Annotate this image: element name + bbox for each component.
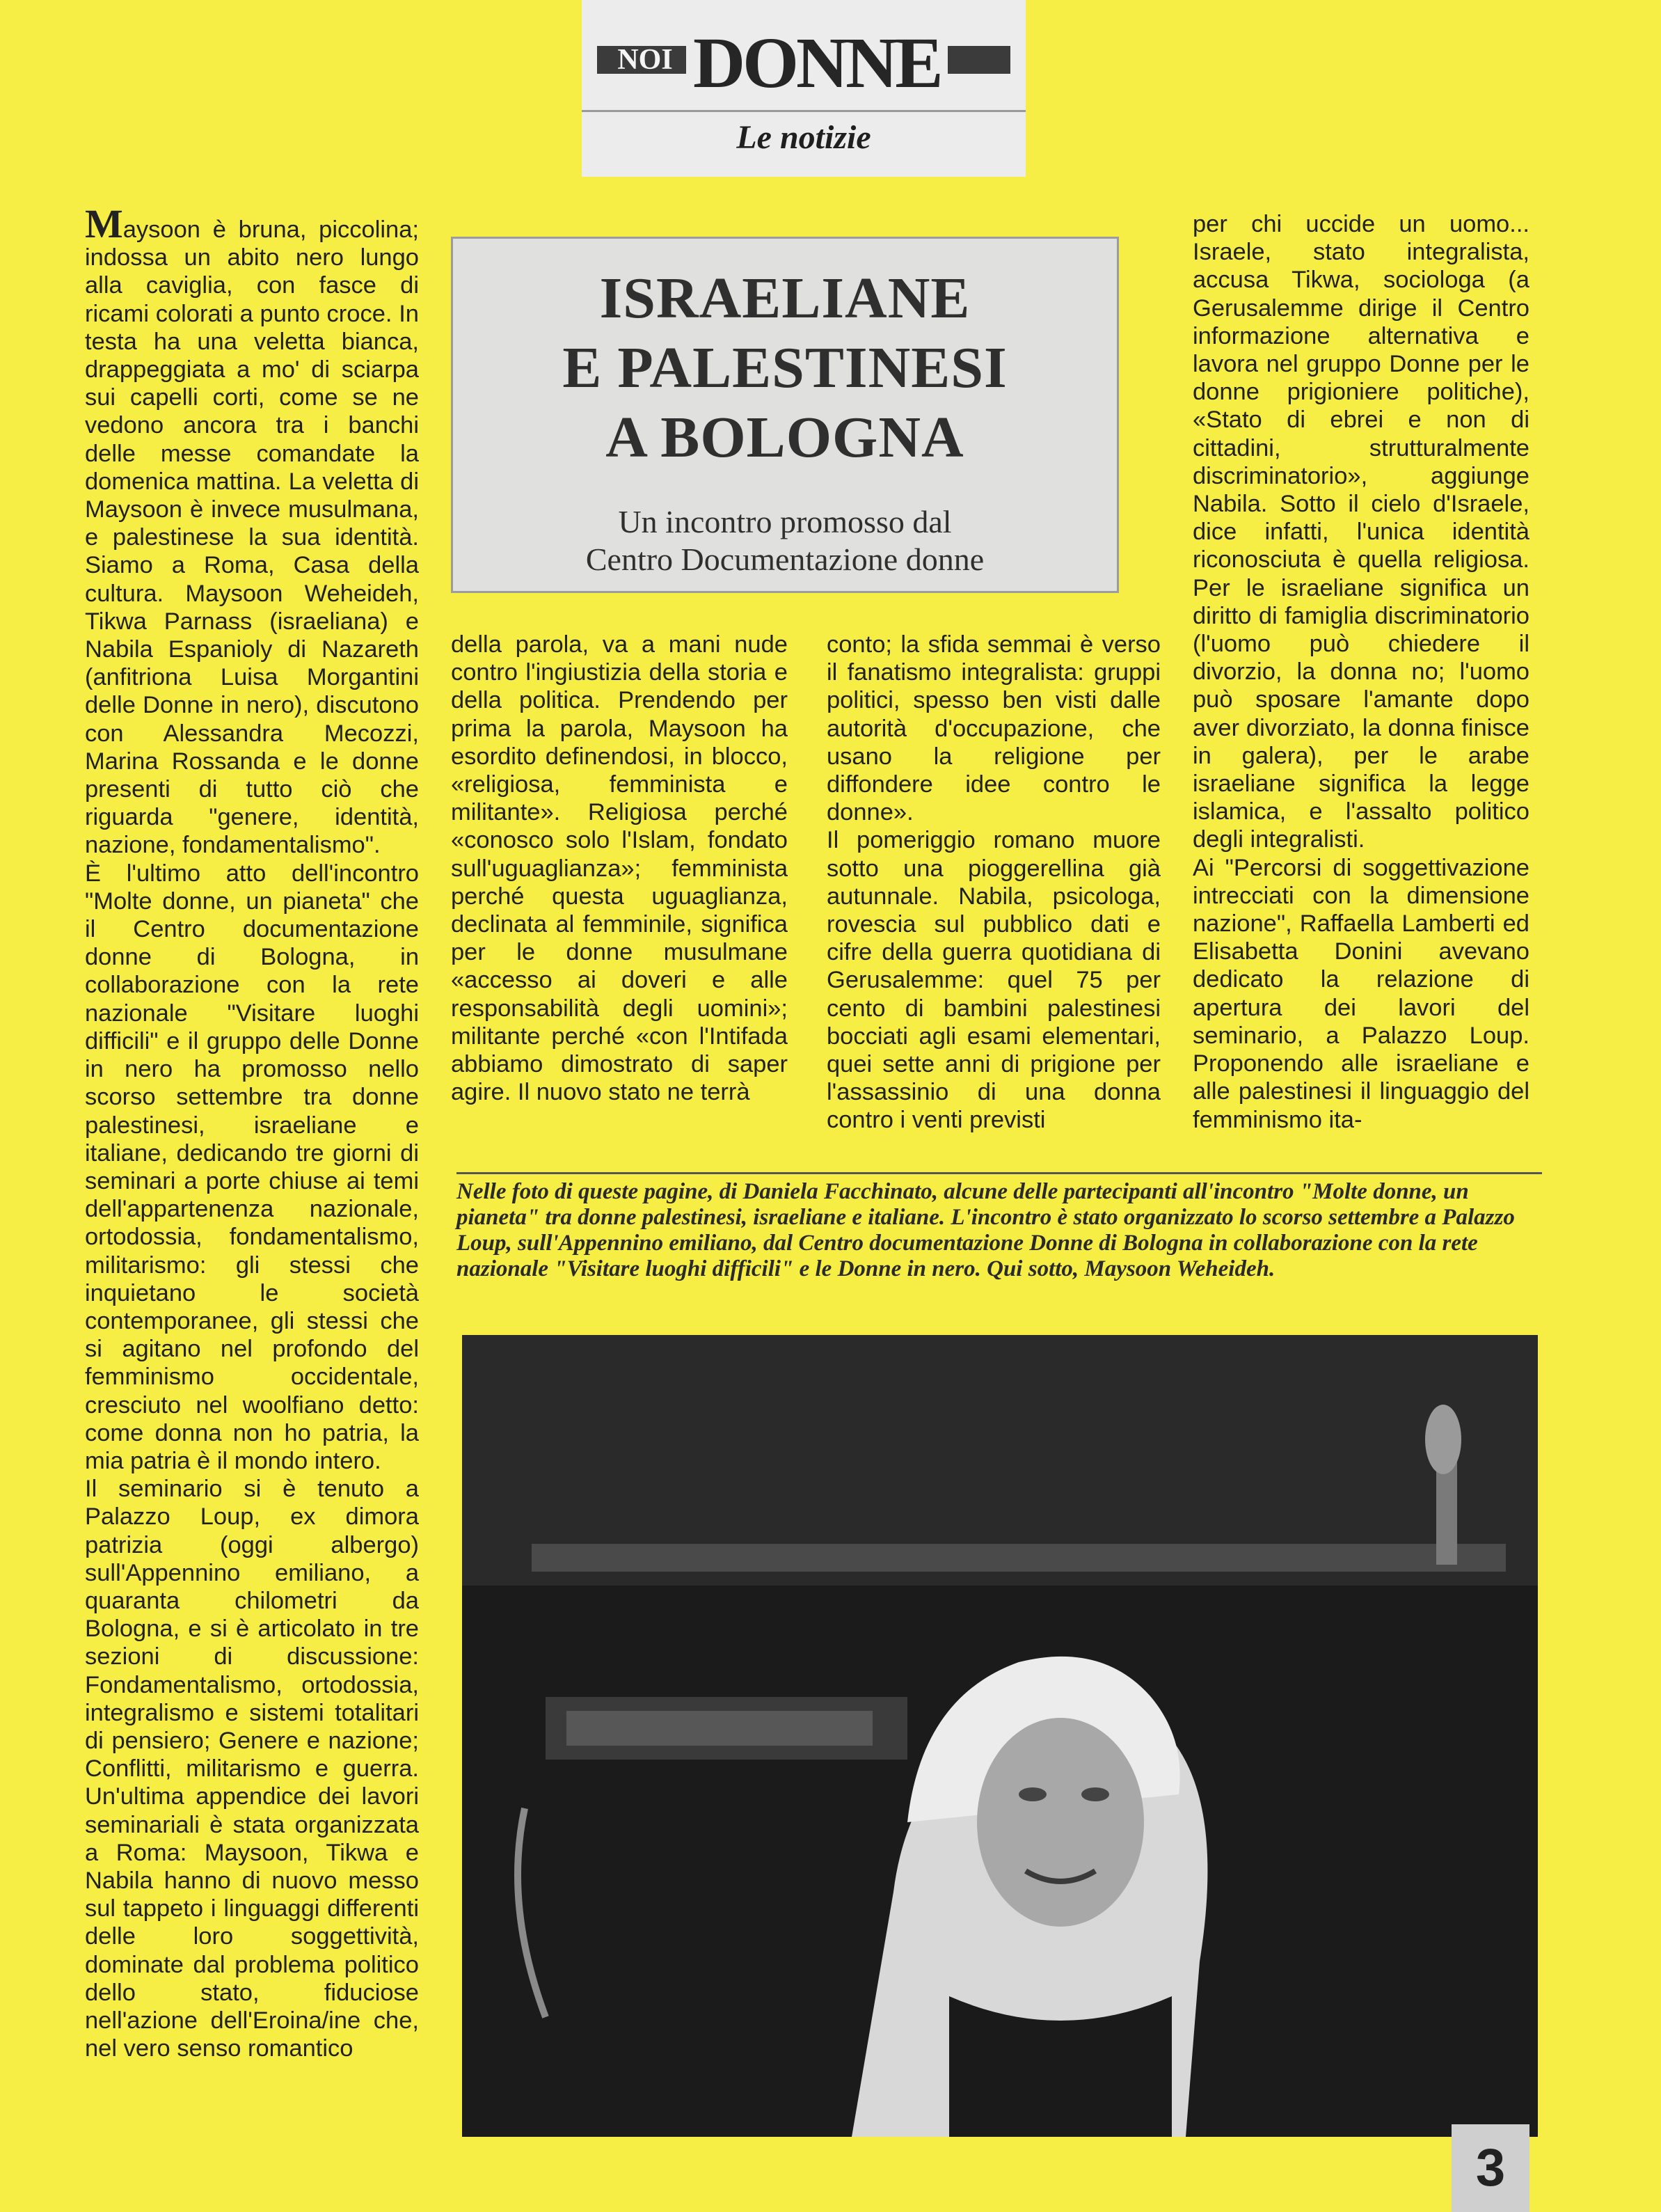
headline-line-1: ISRAELIANE: [599, 266, 971, 331]
photo-maysoon-weheideh: [462, 1335, 1538, 2137]
page-number-box: [1452, 2124, 1529, 2212]
page-number: 3: [1475, 2138, 1506, 2197]
column-4-paragraph-2: Ai "Percorsi di soggettivazione intrecciati con la dimensione nazione", Raffaella Lamberti ed Elisabetta Donini avevano dedicato la relazione di apertura dei lavori del seminario, a Palazzo Loup. Proponendo alle israeliane e alle palestinesi il linguaggio del femminismo ita-: [1193, 854, 1529, 1133]
column-3-paragraph-1: conto; la sfida semmai è verso il fanatismo integralista: gruppi politici, spesso ben visti dalle autorità d'occupazione, che usano la religione per diffondere idee contro le donne».: [827, 631, 1161, 826]
article-column-2: [451, 631, 788, 1106]
column-1-paragraph-1: Maysoon è bruna, piccolina; indossa un abito nero lungo alla caviglia, con fasce di ricami colorati a punto croce. In testa ha una veletta bianca, drappeggiata a mo' di sciarpa sui capelli corti, come se ne vedono ancora tra i banchi delle messe comandate la domenica mattina. La veletta di Maysoon è invece musulmana, e palestinese la sua identità. Siamo a Roma, Casa della cultura. Maysoon Weheideh, Tikwa Parnass (israeliana) e Nabila Espanioly di Nazareth (anfitriona Luisa Morgantini delle Donne in nero), discutono con Alessandra Mecozzi, Marina Rossanda e le donne presenti di tutto ciò che riguarda "genere, identità, nazione, fondamentalismo".: [85, 201, 419, 859]
subheadline-line-1: Un incontro promosso dal: [618, 504, 952, 539]
column-2-paragraph-1: della parola, va a mani nude contro l'ingiustizia della storia e della politica. Prendendo per prima la parola, Maysoon ha esordito definendosi, in blocco, «religiosa, femminista e militante». Religiosa perché «conosco solo l'Islam, fondato sull'uguaglianza»; femminista perché questa uguaglianza, declinata al femminile, significa per le donne musulmane «accesso ai doveri e alle responsabilità degli uomini»; militante perché «con l'Intifada abbiamo dimostrato di saper agire. Il nuovo stato ne terrà: [451, 631, 788, 1106]
drop-cap: M: [85, 201, 123, 246]
article-column-3: [827, 631, 1161, 1135]
masthead-noi: NOI: [617, 44, 673, 76]
headline-line-3: A BOLOGNA: [605, 405, 964, 470]
column-3-paragraph-2: Il pomeriggio romano muore sotto una pioggerellina già autunnale. Nabila, psicologa, rovescia sul pubblico dati e cifre della guerra quotidiana di Gerusalemme: quel 75 per cento di bambini palestinesi bocciati agli esami elementari, quei sette anni di prigione per l'assassinio di una donna contro i venti previsti: [827, 827, 1161, 1134]
subheadline-line-2: Centro Documentazione donne: [585, 542, 985, 577]
section-label: Le notizie: [736, 119, 871, 156]
column-1-paragraph-3: Il seminario si è tenuto a Palazzo Loup, ex dimora patrizia (oggi albergo) sull'Appennino emiliano, a quaranta chilometri da Bologna, e si è articolato in tre sezioni di discussione: Fondamentalismo, ortodossia, integralismo e sistemi totalitari di pensiero; Genere e nazione; Conflitti, militarismo e guerra. Un'ultima appendice dei lavori seminariali è stata organizzata a Roma: Maysoon, Tikwa e Nabila hanno di nuovo messo sul tappeto i linguaggi differenti delle loro soggettività, dominate dal problema politico dello stato, fiduciose nell'azione dell'Eroina/ine che, nel vero senso romantico: [85, 1476, 419, 2062]
photo-caption: Nelle foto di queste pagine, di Daniela Facchinato, alcune delle partecipanti all'incontro "Molte donne, un pianeta" tra donne palestinesi, israeliane e italiane. L'incontro è stato organizzato lo scorso settembre a Palazzo Loup, sull'Appennino emiliano, dal Centro documentazione Donne di Bologna in collaborazione con la rete nazionale "Visitare luoghi difficili" e le Donne in nero. Qui sotto, Maysoon Weheideh.: [456, 1179, 1515, 1281]
column-4-paragraph-1: per chi uccide un uomo... Israele, stato integralista, accusa Tikwa, sociologa (a Gerusalemme dirige il Centro informazione alternativa e lavora nel gruppo Donne per le donne prigioniere politiche), «Stato di ebrei e non di cittadini, strutturalmente discriminatorio», aggiunge Nabila. Sotto il cielo d'Israele, dice infatti, l'unica identità riconosciuta è quella religiosa. Per le israeliane significa un diritto di famiglia discriminatorio (l'uomo può chiedere il divorzio, la donna no; l'uomo può sposare l'amante dopo aver divorziato, la donna finisce in galera), per le arabe israeliane significa la legge islamica, e l'assalto politico degli integralisti.: [1193, 211, 1529, 853]
caption-rule: [456, 1172, 1542, 1174]
headline: [453, 264, 1117, 473]
column-1-paragraph-2: È l'ultimo atto dell'incontro "Molte donne, un pianeta" che il Centro documentazione donne di Bologna, in collaborazione con la rete nazionale "Visitare luoghi difficili" e il gruppo delle Donne in nero ha promosso nello scorso settembre tra donne palestinesi, israeliane e italiane, dedicando tre giorni di seminari a porte chiuse ai temi dell'appartenenza nazionale, ortodossia, fondamentalismo, militarismo: gli stessi che inquietano le società contemporanee, gli stessi che si agitano nel profondo del femminismo occidentale, cresciuto nel woolfiano detto: come donna non ho patria, la mia patria è il mondo intero.: [85, 860, 419, 1474]
masthead-divider: [582, 110, 1026, 112]
article-column-1: [85, 201, 419, 2062]
article-column-4: [1193, 210, 1529, 1134]
photo-illustration: [462, 1335, 1538, 2137]
masthead-title: DONNE: [686, 25, 948, 102]
masthead: [582, 0, 1026, 177]
headline-line-2: E PALESTINESI: [562, 335, 1008, 400]
subheadline: [453, 503, 1117, 578]
headline-box: [451, 237, 1119, 593]
